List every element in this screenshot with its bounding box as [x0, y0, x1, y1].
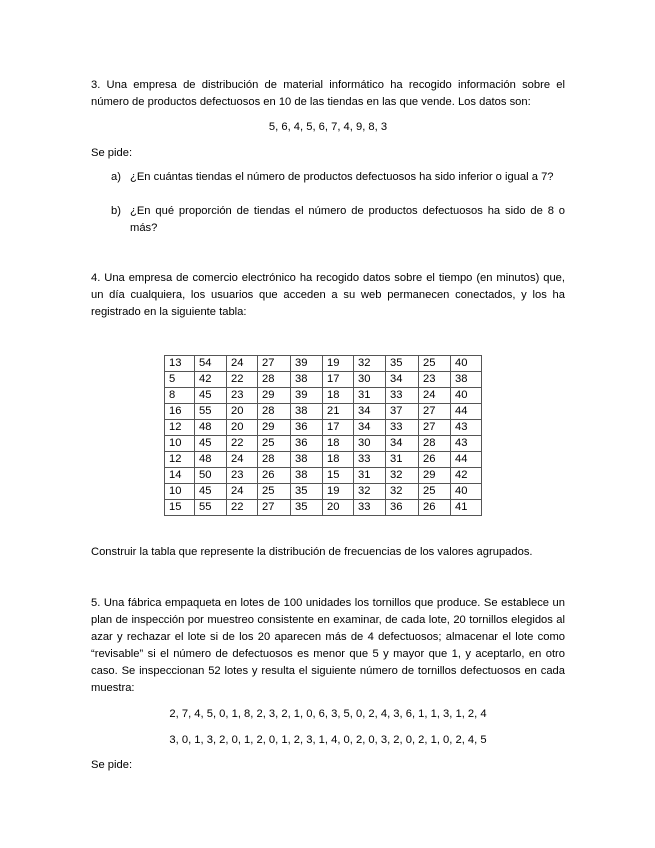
table-cell: 25: [419, 484, 451, 500]
table-cell: 28: [258, 372, 291, 388]
table-cell: 40: [451, 484, 482, 500]
table-cell: 36: [386, 500, 419, 516]
table-cell: 22: [227, 372, 258, 388]
table-cell: 17: [323, 420, 354, 436]
q4-instruction: Construir la tabla que represente la distribución de frecuencias de los valores agrupados.: [91, 546, 533, 558]
table-cell: 40: [451, 388, 482, 404]
table-cell: 12: [165, 420, 195, 436]
table-cell: 12: [165, 452, 195, 468]
q5-data-line-2: 3, 0, 1, 3, 2, 0, 1, 2, 0, 1, 2, 3, 1, 4, 0, 2, 0, 3, 2, 0, 2, 1, 0, 2, 4, 5: [169, 734, 487, 746]
table-row: [165, 420, 482, 436]
table-cell: 43: [451, 436, 482, 452]
table-cell: 25: [419, 356, 451, 372]
q4-intro: 4. Una empresa de comercio electrónico ha recogido datos sobre el tiempo (en minutos) que, un día cualquiera, los usuarios que acceden a su web permanecen conectados, y los ha registrado en la siguiente tabla:: [91, 272, 565, 318]
table-cell: 35: [386, 356, 419, 372]
table-cell: 15: [165, 500, 195, 516]
table-cell: 35: [291, 484, 323, 500]
table-cell: 42: [451, 468, 482, 484]
table-cell: 22: [227, 436, 258, 452]
table-row: [165, 452, 482, 468]
table-cell: 32: [386, 468, 419, 484]
table-cell: 32: [386, 484, 419, 500]
table-cell: 26: [419, 500, 451, 516]
table-cell: 27: [419, 420, 451, 436]
q5-data-line-1: 2, 7, 4, 5, 0, 1, 8, 2, 3, 2, 1, 0, 6, 3, 5, 0, 2, 4, 3, 6, 1, 1, 3, 1, 2, 4: [169, 708, 487, 720]
table-cell: 10: [165, 436, 195, 452]
table-cell: 25: [258, 436, 291, 452]
table-cell: 27: [258, 500, 291, 516]
table-cell: 18: [323, 452, 354, 468]
table-cell: 20: [323, 500, 354, 516]
table-cell: 33: [354, 500, 386, 516]
q3-item-a: [111, 169, 565, 186]
q3-item-a-text: ¿En cuántas tiendas el número de productos defectuosos ha sido inferior o igual a 7?: [130, 171, 554, 183]
table-cell: 32: [354, 484, 386, 500]
table-cell: 43: [451, 420, 482, 436]
table-cell: 55: [195, 500, 227, 516]
table-cell: 20: [227, 404, 258, 420]
table-cell: 22: [227, 500, 258, 516]
table-row: [165, 388, 482, 404]
table-cell: 45: [195, 436, 227, 452]
table-row: [165, 500, 482, 516]
table-cell: 38: [451, 372, 482, 388]
table-cell: 40: [451, 356, 482, 372]
table-cell: 13: [165, 356, 195, 372]
table-cell: 55: [195, 404, 227, 420]
table-cell: 42: [195, 372, 227, 388]
table-cell: 15: [323, 468, 354, 484]
q3-intro: 3. Una empresa de distribución de material informático ha recogido información sobre el número de productos defectuosos en 10 de las tiendas en las que vende. Los datos son:: [91, 79, 565, 108]
table-cell: 33: [386, 420, 419, 436]
table-cell: 39: [291, 388, 323, 404]
table-cell: 34: [354, 420, 386, 436]
table-cell: 24: [227, 452, 258, 468]
table-cell: 35: [291, 500, 323, 516]
table-cell: 34: [386, 436, 419, 452]
table-cell: 37: [386, 404, 419, 420]
table-row: [165, 404, 482, 420]
table-cell: 23: [419, 372, 451, 388]
table-cell: 25: [258, 484, 291, 500]
table-cell: 44: [451, 404, 482, 420]
table-cell: 18: [323, 436, 354, 452]
table-cell: 34: [386, 372, 419, 388]
table-cell: 27: [258, 356, 291, 372]
table-cell: 34: [354, 404, 386, 420]
table-cell: 29: [258, 420, 291, 436]
table-cell: 38: [291, 404, 323, 420]
table-cell: 23: [227, 468, 258, 484]
table-cell: 38: [291, 468, 323, 484]
table-cell: 41: [451, 500, 482, 516]
table-cell: 31: [386, 452, 419, 468]
table-cell: 36: [291, 420, 323, 436]
table-cell: 33: [354, 452, 386, 468]
table-row: [165, 484, 482, 500]
table-cell: 31: [354, 388, 386, 404]
table-cell: 19: [323, 484, 354, 500]
table-cell: 26: [258, 468, 291, 484]
q3-item-b-text: ¿En qué proporción de tiendas el número de productos defectuosos ha sido de 8 o más?: [130, 205, 565, 234]
table-cell: 50: [195, 468, 227, 484]
table-cell: 30: [354, 372, 386, 388]
q3-se-pide: Se pide:: [91, 147, 133, 159]
table-cell: 8: [165, 388, 195, 404]
table-cell: 31: [354, 468, 386, 484]
table-cell: 14: [165, 468, 195, 484]
q5-se-pide: Se pide:: [91, 759, 133, 771]
table-cell: 20: [227, 420, 258, 436]
table-cell: 18: [323, 388, 354, 404]
q3-item-b: [111, 203, 565, 237]
table-cell: 38: [291, 452, 323, 468]
table-cell: 44: [451, 452, 482, 468]
table-cell: 39: [291, 356, 323, 372]
table-cell: 10: [165, 484, 195, 500]
q3-item-b-marker: b): [111, 205, 121, 217]
table-cell: 48: [195, 420, 227, 436]
table-cell: 30: [354, 436, 386, 452]
table-cell: 24: [227, 356, 258, 372]
table-cell: 28: [258, 404, 291, 420]
table-cell: 16: [165, 404, 195, 420]
table-cell: 36: [291, 436, 323, 452]
table-cell: 19: [323, 356, 354, 372]
table-cell: 23: [227, 388, 258, 404]
q3-item-a-marker: a): [111, 171, 121, 183]
table-cell: 33: [386, 388, 419, 404]
table-cell: 48: [195, 452, 227, 468]
table-cell: 27: [419, 404, 451, 420]
table-cell: 28: [419, 436, 451, 452]
table-row: [165, 468, 482, 484]
q3-data: 5, 6, 4, 5, 6, 7, 4, 9, 8, 3: [268, 121, 388, 133]
table-cell: 45: [195, 484, 227, 500]
table-cell: 24: [419, 388, 451, 404]
table-cell: 29: [258, 388, 291, 404]
table-cell: 54: [195, 356, 227, 372]
table-cell: 32: [354, 356, 386, 372]
table-cell: 29: [419, 468, 451, 484]
table-cell: 45: [195, 388, 227, 404]
table-cell: 17: [323, 372, 354, 388]
table-row: [165, 356, 482, 372]
table-cell: 21: [323, 404, 354, 420]
table-cell: 24: [227, 484, 258, 500]
table-cell: 26: [419, 452, 451, 468]
table-row: [165, 436, 482, 452]
table-cell: 28: [258, 452, 291, 468]
q5-intro: 5. Una fábrica empaqueta en lotes de 100 unidades los tornillos que produce. Se establece un plan de inspección por muestreo consistente en examinar, de cada lote, 20 tornillos elegidos al azar y rechazar el lote si de los 20 aparecen más de 4 defectuosos; almacenar el lote como “revisable” si el número de defectuosos es menor que 5 y mayor que 1, y aceptarlo, en otro caso. Se inspeccionan 52 lotes y resulta el siguiente número de tornillos defectuosos en cada muestra:: [91, 597, 565, 694]
table-cell: 5: [165, 372, 195, 388]
table-cell: 38: [291, 372, 323, 388]
table-row: [165, 372, 482, 388]
q4-data-table: [164, 355, 482, 516]
